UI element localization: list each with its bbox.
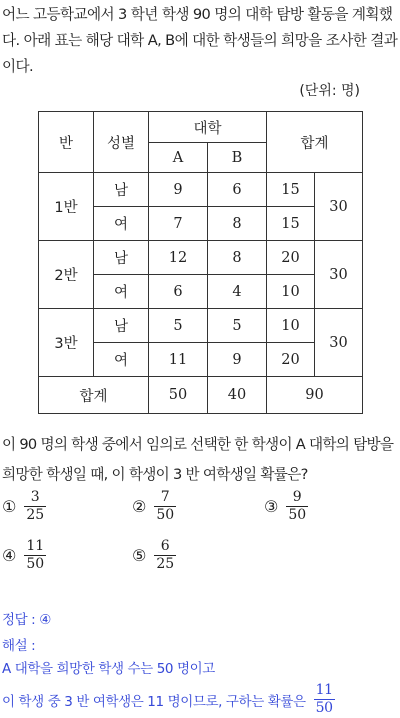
total-row [39, 377, 363, 414]
unit-label: (단위: 명) [299, 83, 360, 99]
survey-table [38, 111, 363, 414]
denominator: 50 [156, 507, 175, 523]
problem-intro [2, 2, 398, 80]
cell-value: 8 [208, 241, 267, 275]
intro-line-1: 어느 고등학교에서 3 학년 학생 90 명의 대학 탐방 활동을 계획했 [2, 6, 393, 23]
gender-label: 여 [94, 275, 149, 309]
explanation-label: 해설 : [2, 638, 36, 654]
header-sum: 합계 [267, 112, 363, 173]
cell-value: 20 [267, 343, 315, 377]
explanation-text: 이 학생 중 3 반 여학생은 11 명이므로, 구하는 확률은 [2, 693, 306, 710]
table-row [39, 241, 363, 275]
cell-value: 15 [267, 207, 315, 241]
header-a: A [149, 143, 208, 173]
gender-label: 남 [94, 241, 149, 275]
question-line-1: 이 90 명의 학생 중에서 임의로 선택한 한 학생이 A 대학의 탐방을 [2, 436, 394, 453]
cell-value: 6 [208, 173, 267, 207]
choice-2[interactable] [132, 489, 176, 524]
class-total: 30 [315, 309, 363, 377]
numerator: 11 [26, 538, 45, 554]
cell-value: 6 [149, 275, 208, 309]
choice-fraction [24, 538, 46, 573]
numerator: 11 [315, 682, 333, 698]
choice-5[interactable] [132, 538, 176, 573]
choice-mark: ② [132, 497, 147, 516]
header-b: B [208, 143, 267, 173]
cell-value: 10 [267, 275, 315, 309]
table-row [39, 309, 363, 343]
choice-fraction [154, 489, 176, 524]
cell-value: 11 [149, 343, 208, 377]
numerator: 7 [160, 489, 170, 505]
cell-value: 20 [267, 241, 315, 275]
denominator: 25 [26, 507, 45, 523]
gender-label: 여 [94, 207, 149, 241]
explanation-line-2 [2, 682, 335, 717]
class-total: 30 [315, 173, 363, 241]
denominator: 50 [315, 700, 333, 716]
class-label: 2반 [39, 241, 94, 309]
cell-value: 5 [208, 309, 267, 343]
table-row [39, 173, 363, 207]
numerator: 9 [292, 489, 302, 505]
answer-label: 정답 : ④ [2, 612, 51, 628]
total-a: 50 [149, 377, 208, 414]
choice-fraction [286, 489, 308, 524]
choice-fraction [24, 489, 46, 524]
cell-value: 9 [208, 343, 267, 377]
total-all: 90 [267, 377, 363, 414]
choice-fraction [154, 538, 176, 573]
total-label: 합계 [39, 377, 149, 414]
denominator: 25 [156, 556, 175, 572]
total-b: 40 [208, 377, 267, 414]
gender-label: 여 [94, 343, 149, 377]
denominator: 50 [26, 556, 45, 572]
intro-line-3: 이다. [2, 58, 34, 75]
choice-4[interactable] [2, 538, 46, 573]
cell-value: 9 [149, 173, 208, 207]
choice-mark: ① [2, 497, 17, 516]
cell-value: 5 [149, 309, 208, 343]
gender-label: 남 [94, 173, 149, 207]
question-line-2: 희망한 학생일 때, 이 학생이 3 반 여학생일 확률은? [2, 466, 308, 483]
numerator: 6 [160, 538, 170, 554]
denominator: 50 [288, 507, 307, 523]
cell-value: 7 [149, 207, 208, 241]
cell-value: 4 [208, 275, 267, 309]
class-label: 1반 [39, 173, 94, 241]
cell-value: 15 [267, 173, 315, 207]
explanation-line-1: A 대학을 희망한 학생 수는 50 명이고 [2, 661, 215, 677]
cell-value: 10 [267, 309, 315, 343]
choice-1[interactable] [2, 489, 46, 524]
choice-mark: ④ [2, 546, 17, 565]
class-total: 30 [315, 241, 363, 309]
header-gender: 성별 [94, 112, 149, 173]
choice-3[interactable] [264, 489, 308, 524]
header-college: 대학 [149, 112, 267, 143]
choice-mark: ⑤ [132, 546, 147, 565]
header-class: 반 [39, 112, 94, 173]
question [2, 430, 400, 490]
gender-label: 남 [94, 309, 149, 343]
numerator: 3 [30, 489, 40, 505]
cell-value: 12 [149, 241, 208, 275]
class-label: 3반 [39, 309, 94, 377]
intro-line-2: 다. 아래 표는 해당 대학 A, B에 대한 학생들의 희망을 조사한 결과 [2, 32, 398, 49]
cell-value: 8 [208, 207, 267, 241]
answer-fraction [314, 682, 335, 717]
choice-mark: ③ [264, 497, 279, 516]
